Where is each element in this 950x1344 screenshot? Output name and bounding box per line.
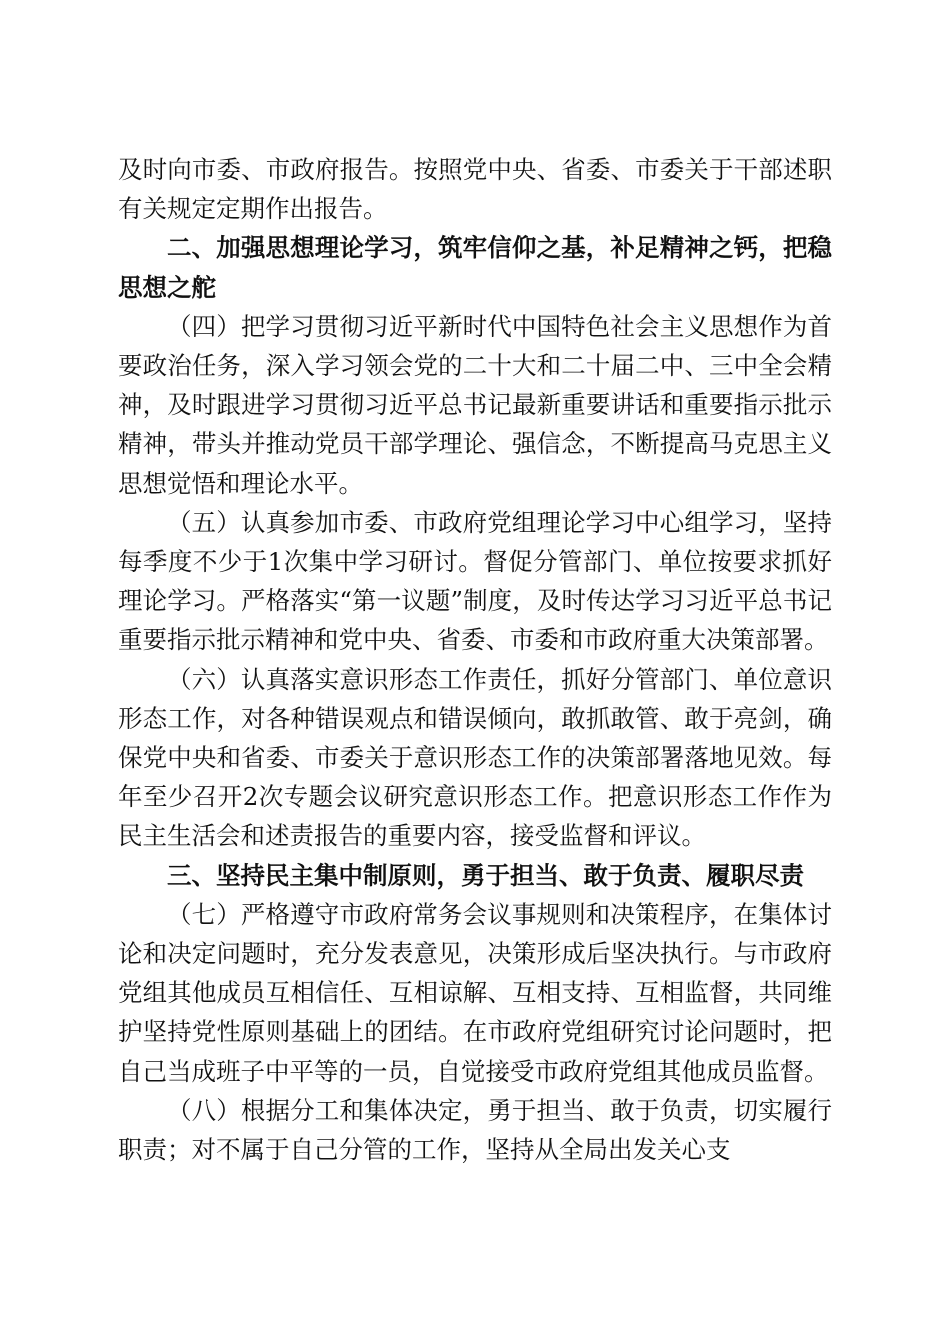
paragraph-item-8: （八）根据分工和集体决定，勇于担当、敢于负责，切实履行职责；对不属于自己分管的工作，坚持从全局出发关心支 bbox=[118, 1095, 832, 1165]
section-heading-two: 二、加强思想理论学习，筑牢信仰之基，补足精神之钙，把稳思想之舵 bbox=[118, 233, 832, 302]
document-page bbox=[118, 150, 832, 1169]
paragraph-item-4: （四）把学习贯彻习近平新时代中国特色社会主义思想作为首要政治任务，深入学习领会党的二十大和二十届二中、三中全会精神，及时跟进学习贯彻习近平总书记最新重要讲话和重要指示批示精神，带头并推动党员干部学理论、强信念，不断提高马克思主义思想觉悟和理论水平。 bbox=[118, 311, 832, 498]
paragraph-item-6: （六）认真落实意识形态工作责任，抓好分管部门、单位意识形态工作，对各种错误观点和错误倾向，敢抓敢管、敢于亮剑，确保党中央和省委、市委关于意识形态工作的决策部署落地见效。每年至少召开2次专题会议研究意识形态工作。把意识形态工作作为民主生活会和述责报告的重要内容，接受监督和评议。 bbox=[118, 664, 832, 851]
paragraph-item-5: （五）认真参加市委、市政府党组理论学习中心组学习，坚持每季度不少于1次集中学习研讨。督促分管部门、单位按要求抓好理论学习。严格落实“第一议题”制度，及时传达学习习近平总书记重要指示批示精神和党中央、省委、市委和市政府重大决策部署。 bbox=[118, 507, 832, 655]
paragraph-item-7: （七）严格遵守市政府常务会议事规则和决策程序，在集体讨论和决定问题时，充分发表意见，决策形成后坚决执行。与市政府党组其他成员互相信任、互相谅解、互相支持、互相监督，共同维护坚持党性原则基础上的团结。在市政府党组研究讨论问题时，把自己当成班子中平等的一员，自觉接受市政府党组其他成员监督。 bbox=[118, 899, 832, 1086]
section-heading-three: 三、坚持民主集中制原则，勇于担当、敢于负责、履职尽责 bbox=[167, 860, 804, 890]
paragraph-continuation: 及时向市委、市政府报告。按照党中央、省委、市委关于干部述职有关规定定期作出报告。 bbox=[118, 155, 832, 224]
